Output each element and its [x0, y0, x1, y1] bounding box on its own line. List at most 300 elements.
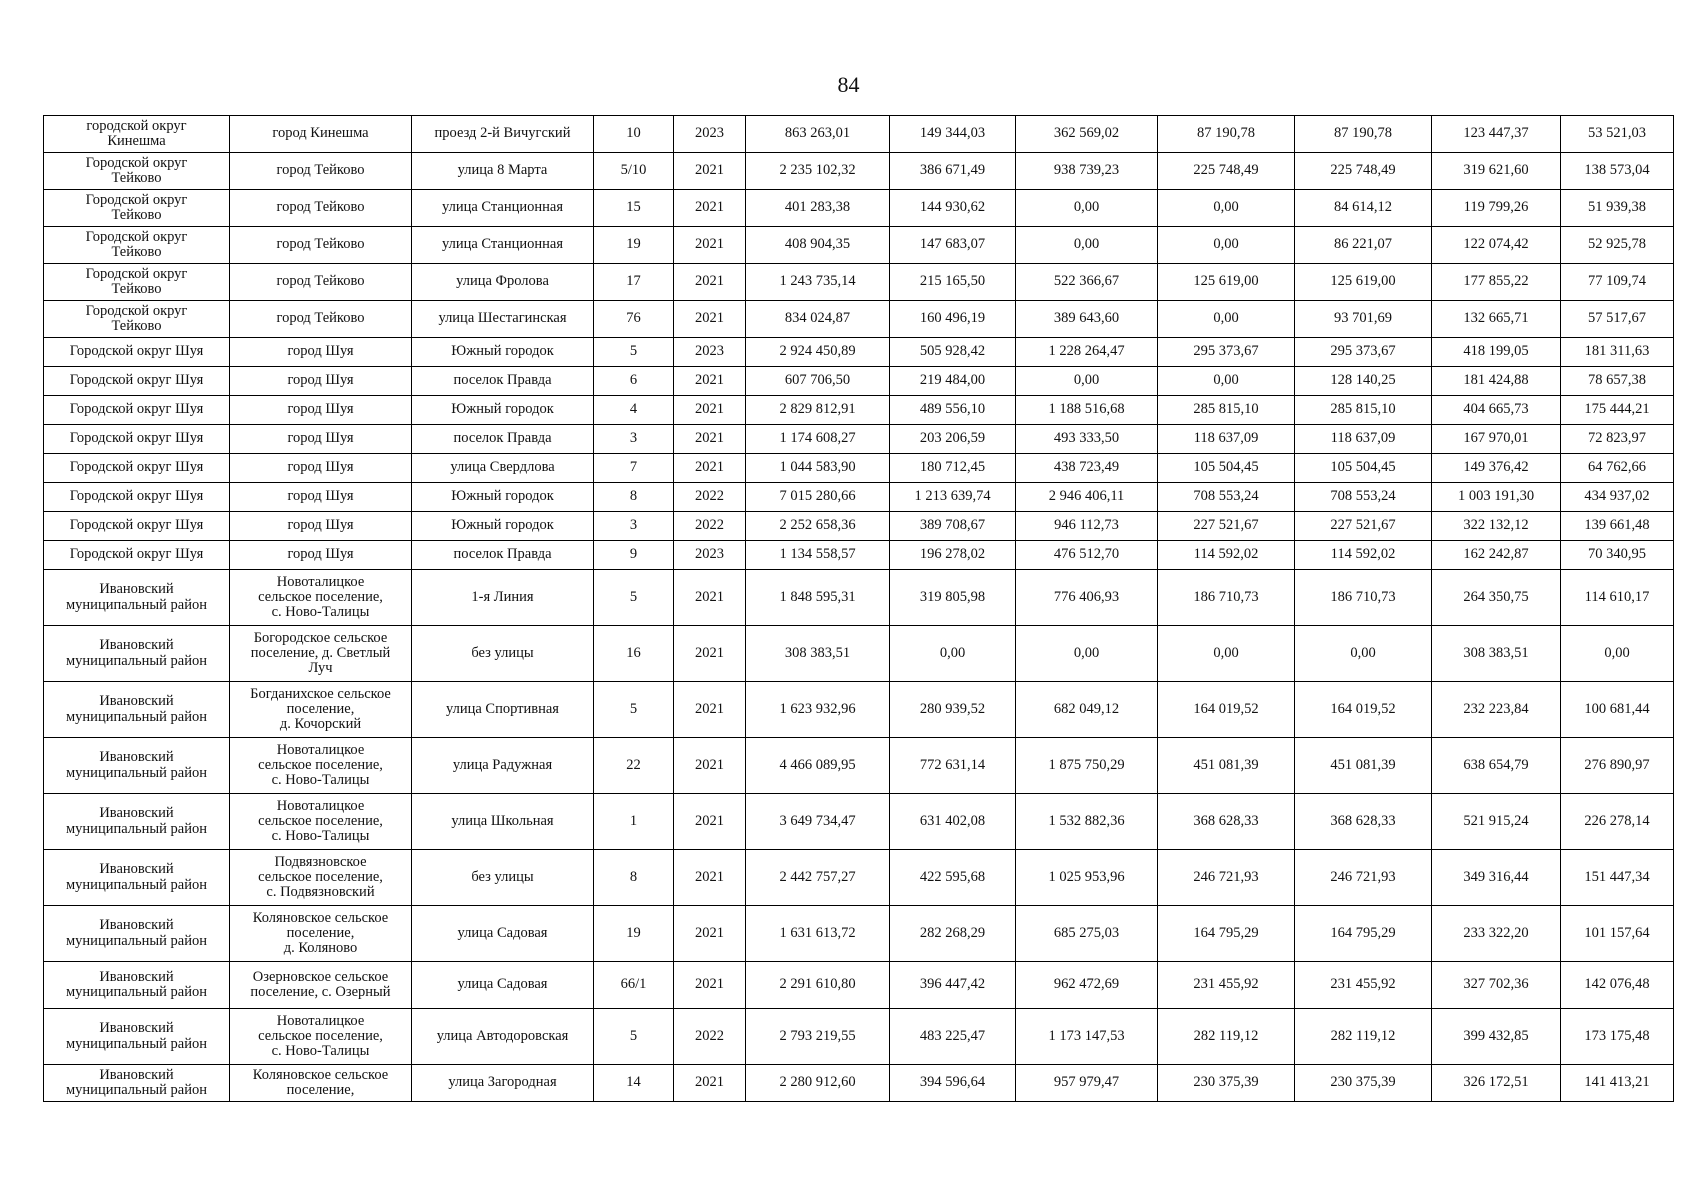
amount-col-5-cell: 125 619,00 [1295, 264, 1432, 301]
house-number-cell: 15 [594, 190, 674, 227]
amount-col-7-cell: 70 340,95 [1561, 541, 1674, 570]
municipality-cell: Городской округ Шуя [44, 512, 230, 541]
year-cell: 2022 [674, 512, 746, 541]
street-cell: улица Спортивная [412, 682, 594, 738]
total-cost-cell: 834 024,87 [746, 301, 890, 338]
amount-col-7-cell: 0,00 [1561, 626, 1674, 682]
house-number-cell: 10 [594, 116, 674, 153]
amount-col-2-cell: 389 708,67 [890, 512, 1016, 541]
amount-col-3-cell: 389 643,60 [1016, 301, 1158, 338]
amount-col-7-cell: 52 925,78 [1561, 227, 1674, 264]
house-number-cell: 14 [594, 1065, 674, 1102]
amount-col-7-cell: 64 762,66 [1561, 454, 1674, 483]
housing-repair-table [43, 115, 1674, 1102]
amount-col-6-cell: 1 003 191,30 [1432, 483, 1561, 512]
amount-col-5-cell: 285 815,10 [1295, 396, 1432, 425]
amount-col-7-cell: 53 521,03 [1561, 116, 1674, 153]
year-cell: 2021 [674, 367, 746, 396]
house-number-cell: 3 [594, 512, 674, 541]
total-cost-cell: 308 383,51 [746, 626, 890, 682]
settlement-cell: город Шуя [230, 512, 412, 541]
amount-col-6-cell: 322 132,12 [1432, 512, 1561, 541]
amount-col-6-cell: 162 242,87 [1432, 541, 1561, 570]
table-row [44, 190, 1674, 227]
amount-col-6-cell: 132 665,71 [1432, 301, 1561, 338]
total-cost-cell: 2 924 450,89 [746, 338, 890, 367]
year-cell: 2023 [674, 116, 746, 153]
total-cost-cell: 1 623 932,96 [746, 682, 890, 738]
municipality-cell: Ивановский муниципальный район [44, 906, 230, 962]
total-cost-cell: 2 793 219,55 [746, 1009, 890, 1065]
settlement-cell: Подвязновское сельское поселение, с. Подвязновский [230, 850, 412, 906]
amount-col-4-cell: 227 521,67 [1158, 512, 1295, 541]
amount-col-2-cell: 631 402,08 [890, 794, 1016, 850]
amount-col-3-cell: 685 275,03 [1016, 906, 1158, 962]
amount-col-6-cell: 123 447,37 [1432, 116, 1561, 153]
street-cell: поселок Правда [412, 425, 594, 454]
settlement-cell: город Шуя [230, 541, 412, 570]
amount-col-2-cell: 215 165,50 [890, 264, 1016, 301]
amount-col-4-cell: 368 628,33 [1158, 794, 1295, 850]
house-number-cell: 6 [594, 367, 674, 396]
amount-col-5-cell: 186 710,73 [1295, 570, 1432, 626]
amount-col-2-cell: 280 939,52 [890, 682, 1016, 738]
year-cell: 2023 [674, 541, 746, 570]
year-cell: 2022 [674, 483, 746, 512]
amount-col-2-cell: 396 447,42 [890, 962, 1016, 1009]
street-cell: улица 8 Марта [412, 153, 594, 190]
amount-col-7-cell: 226 278,14 [1561, 794, 1674, 850]
amount-col-7-cell: 101 157,64 [1561, 906, 1674, 962]
settlement-cell: Новоталицкое сельское поселение, с. Ново-Талицы [230, 1009, 412, 1065]
house-number-cell: 3 [594, 425, 674, 454]
amount-col-3-cell: 1 875 750,29 [1016, 738, 1158, 794]
amount-col-3-cell: 0,00 [1016, 190, 1158, 227]
street-cell: улица Станционная [412, 190, 594, 227]
municipality-cell: Ивановский муниципальный район [44, 570, 230, 626]
street-cell: поселок Правда [412, 367, 594, 396]
table-row [44, 454, 1674, 483]
amount-col-7-cell: 51 939,38 [1561, 190, 1674, 227]
amount-col-2-cell: 772 631,14 [890, 738, 1016, 794]
amount-col-6-cell: 399 432,85 [1432, 1009, 1561, 1065]
house-number-cell: 19 [594, 227, 674, 264]
amount-col-3-cell: 1 188 516,68 [1016, 396, 1158, 425]
amount-col-4-cell: 125 619,00 [1158, 264, 1295, 301]
settlement-cell: город Тейково [230, 190, 412, 227]
municipality-cell: Городской округ Тейково [44, 227, 230, 264]
total-cost-cell: 863 263,01 [746, 116, 890, 153]
year-cell: 2021 [674, 962, 746, 1009]
total-cost-cell: 2 235 102,32 [746, 153, 890, 190]
amount-col-3-cell: 1 025 953,96 [1016, 850, 1158, 906]
amount-col-2-cell: 203 206,59 [890, 425, 1016, 454]
amount-col-4-cell: 87 190,78 [1158, 116, 1295, 153]
house-number-cell: 17 [594, 264, 674, 301]
table-row [44, 512, 1674, 541]
street-cell: улица Садовая [412, 962, 594, 1009]
total-cost-cell: 1 044 583,90 [746, 454, 890, 483]
amount-col-4-cell: 0,00 [1158, 626, 1295, 682]
amount-col-3-cell: 682 049,12 [1016, 682, 1158, 738]
amount-col-2-cell: 180 712,45 [890, 454, 1016, 483]
settlement-cell: город Тейково [230, 264, 412, 301]
amount-col-6-cell: 181 424,88 [1432, 367, 1561, 396]
amount-col-2-cell: 394 596,64 [890, 1065, 1016, 1102]
amount-col-5-cell: 86 221,07 [1295, 227, 1432, 264]
amount-col-4-cell: 0,00 [1158, 190, 1295, 227]
year-cell: 2021 [674, 570, 746, 626]
table-row [44, 483, 1674, 512]
amount-col-5-cell: 225 748,49 [1295, 153, 1432, 190]
settlement-cell: город Тейково [230, 301, 412, 338]
amount-col-2-cell: 147 683,07 [890, 227, 1016, 264]
year-cell: 2021 [674, 153, 746, 190]
municipality-cell: Городской округ Тейково [44, 301, 230, 338]
amount-col-6-cell: 264 350,75 [1432, 570, 1561, 626]
year-cell: 2021 [674, 850, 746, 906]
house-number-cell: 8 [594, 483, 674, 512]
amount-col-2-cell: 196 278,02 [890, 541, 1016, 570]
municipality-cell: Городской округ Шуя [44, 425, 230, 454]
street-cell: Южный городок [412, 512, 594, 541]
municipality-cell: Ивановский муниципальный район [44, 738, 230, 794]
amount-col-2-cell: 160 496,19 [890, 301, 1016, 338]
table-row [44, 301, 1674, 338]
amount-col-7-cell: 138 573,04 [1561, 153, 1674, 190]
table-row [44, 794, 1674, 850]
amount-col-5-cell: 451 081,39 [1295, 738, 1432, 794]
amount-col-6-cell: 521 915,24 [1432, 794, 1561, 850]
street-cell: Южный городок [412, 338, 594, 367]
amount-col-5-cell: 164 019,52 [1295, 682, 1432, 738]
amount-col-4-cell: 451 081,39 [1158, 738, 1295, 794]
amount-col-2-cell: 219 484,00 [890, 367, 1016, 396]
amount-col-4-cell: 295 373,67 [1158, 338, 1295, 367]
amount-col-7-cell: 142 076,48 [1561, 962, 1674, 1009]
municipality-cell: городской округ Кинешма [44, 116, 230, 153]
amount-col-3-cell: 962 472,69 [1016, 962, 1158, 1009]
amount-col-3-cell: 522 366,67 [1016, 264, 1158, 301]
house-number-cell: 1 [594, 794, 674, 850]
table-row [44, 906, 1674, 962]
municipality-cell: Ивановский муниципальный район [44, 1009, 230, 1065]
amount-col-5-cell: 295 373,67 [1295, 338, 1432, 367]
amount-col-7-cell: 72 823,97 [1561, 425, 1674, 454]
amount-col-5-cell: 87 190,78 [1295, 116, 1432, 153]
house-number-cell: 5/10 [594, 153, 674, 190]
amount-col-4-cell: 225 748,49 [1158, 153, 1295, 190]
street-cell: Южный городок [412, 396, 594, 425]
amount-col-3-cell: 957 979,47 [1016, 1065, 1158, 1102]
amount-col-7-cell: 57 517,67 [1561, 301, 1674, 338]
year-cell: 2021 [674, 190, 746, 227]
settlement-cell: город Шуя [230, 396, 412, 425]
amount-col-3-cell: 1 532 882,36 [1016, 794, 1158, 850]
amount-col-3-cell: 438 723,49 [1016, 454, 1158, 483]
amount-col-5-cell: 84 614,12 [1295, 190, 1432, 227]
settlement-cell: Новоталицкое сельское поселение, с. Ново-Талицы [230, 738, 412, 794]
year-cell: 2021 [674, 425, 746, 454]
house-number-cell: 19 [594, 906, 674, 962]
municipality-cell: Городской округ Шуя [44, 454, 230, 483]
total-cost-cell: 1 134 558,57 [746, 541, 890, 570]
amount-col-4-cell: 105 504,45 [1158, 454, 1295, 483]
year-cell: 2021 [674, 738, 746, 794]
total-cost-cell: 2 280 912,60 [746, 1065, 890, 1102]
year-cell: 2022 [674, 1009, 746, 1065]
street-cell: улица Радужная [412, 738, 594, 794]
amount-col-7-cell: 114 610,17 [1561, 570, 1674, 626]
house-number-cell: 5 [594, 570, 674, 626]
amount-col-2-cell: 505 928,42 [890, 338, 1016, 367]
settlement-cell: город Тейково [230, 153, 412, 190]
municipality-cell: Ивановский муниципальный район [44, 626, 230, 682]
amount-col-7-cell: 276 890,97 [1561, 738, 1674, 794]
settlement-cell: город Шуя [230, 454, 412, 483]
settlement-cell: Богданихское сельское поселение, д. Кочорский [230, 682, 412, 738]
amount-col-7-cell: 151 447,34 [1561, 850, 1674, 906]
table-row [44, 626, 1674, 682]
house-number-cell: 66/1 [594, 962, 674, 1009]
total-cost-cell: 401 283,38 [746, 190, 890, 227]
amount-col-2-cell: 483 225,47 [890, 1009, 1016, 1065]
amount-col-2-cell: 149 344,03 [890, 116, 1016, 153]
amount-col-4-cell: 186 710,73 [1158, 570, 1295, 626]
table-row [44, 367, 1674, 396]
amount-col-2-cell: 1 213 639,74 [890, 483, 1016, 512]
amount-col-4-cell: 708 553,24 [1158, 483, 1295, 512]
settlement-cell: город Шуя [230, 338, 412, 367]
amount-col-2-cell: 319 805,98 [890, 570, 1016, 626]
settlement-cell: город Шуя [230, 425, 412, 454]
municipality-cell: Ивановский муниципальный район [44, 1065, 230, 1102]
year-cell: 2021 [674, 626, 746, 682]
amount-col-5-cell: 246 721,93 [1295, 850, 1432, 906]
municipality-cell: Городской округ Тейково [44, 264, 230, 301]
house-number-cell: 5 [594, 682, 674, 738]
total-cost-cell: 4 466 089,95 [746, 738, 890, 794]
settlement-cell: город Шуя [230, 483, 412, 512]
table-row [44, 541, 1674, 570]
amount-col-3-cell: 0,00 [1016, 367, 1158, 396]
table-row [44, 396, 1674, 425]
municipality-cell: Городской округ Шуя [44, 367, 230, 396]
house-number-cell: 16 [594, 626, 674, 682]
table-row [44, 850, 1674, 906]
amount-col-6-cell: 233 322,20 [1432, 906, 1561, 962]
amount-col-5-cell: 118 637,09 [1295, 425, 1432, 454]
municipality-cell: Ивановский муниципальный район [44, 682, 230, 738]
amount-col-5-cell: 114 592,02 [1295, 541, 1432, 570]
page-number: 84 [837, 72, 860, 97]
house-number-cell: 8 [594, 850, 674, 906]
amount-col-5-cell: 105 504,45 [1295, 454, 1432, 483]
amount-col-3-cell: 362 569,02 [1016, 116, 1158, 153]
amount-col-4-cell: 0,00 [1158, 227, 1295, 264]
amount-col-6-cell: 327 702,36 [1432, 962, 1561, 1009]
table-row [44, 962, 1674, 1009]
street-cell: улица Садовая [412, 906, 594, 962]
house-number-cell: 4 [594, 396, 674, 425]
amount-col-3-cell: 1 173 147,53 [1016, 1009, 1158, 1065]
amount-col-3-cell: 2 946 406,11 [1016, 483, 1158, 512]
street-cell: улица Свердлова [412, 454, 594, 483]
amount-col-5-cell: 164 795,29 [1295, 906, 1432, 962]
street-cell: без улицы [412, 850, 594, 906]
house-number-cell: 9 [594, 541, 674, 570]
settlement-cell: Коляновское сельское поселение, [230, 1065, 412, 1102]
house-number-cell: 76 [594, 301, 674, 338]
total-cost-cell: 1 631 613,72 [746, 906, 890, 962]
amount-col-7-cell: 100 681,44 [1561, 682, 1674, 738]
amount-col-6-cell: 119 799,26 [1432, 190, 1561, 227]
amount-col-6-cell: 308 383,51 [1432, 626, 1561, 682]
municipality-cell: Ивановский муниципальный район [44, 850, 230, 906]
amount-col-6-cell: 149 376,42 [1432, 454, 1561, 483]
amount-col-5-cell: 368 628,33 [1295, 794, 1432, 850]
amount-col-7-cell: 141 413,21 [1561, 1065, 1674, 1102]
street-cell: улица Загородная [412, 1065, 594, 1102]
settlement-cell: город Тейково [230, 227, 412, 264]
house-number-cell: 7 [594, 454, 674, 483]
total-cost-cell: 1 174 608,27 [746, 425, 890, 454]
year-cell: 2023 [674, 338, 746, 367]
amount-col-3-cell: 1 228 264,47 [1016, 338, 1158, 367]
settlement-cell: город Кинешма [230, 116, 412, 153]
amount-col-4-cell: 230 375,39 [1158, 1065, 1295, 1102]
total-cost-cell: 1 243 735,14 [746, 264, 890, 301]
total-cost-cell: 3 649 734,47 [746, 794, 890, 850]
amount-col-3-cell: 776 406,93 [1016, 570, 1158, 626]
amount-col-3-cell: 476 512,70 [1016, 541, 1158, 570]
street-cell: проезд 2-й Вичугский [412, 116, 594, 153]
house-number-cell: 5 [594, 338, 674, 367]
amount-col-6-cell: 232 223,84 [1432, 682, 1561, 738]
amount-col-6-cell: 122 074,42 [1432, 227, 1561, 264]
settlement-cell: Озерновское сельское поселение, с. Озерный [230, 962, 412, 1009]
amount-col-3-cell: 0,00 [1016, 227, 1158, 264]
settlement-cell: Новоталицкое сельское поселение, с. Ново-Талицы [230, 570, 412, 626]
table-row [44, 338, 1674, 367]
street-cell: поселок Правда [412, 541, 594, 570]
year-cell: 2021 [674, 682, 746, 738]
settlement-cell: город Шуя [230, 367, 412, 396]
house-number-cell: 22 [594, 738, 674, 794]
amount-col-5-cell: 231 455,92 [1295, 962, 1432, 1009]
municipality-cell: Ивановский муниципальный район [44, 794, 230, 850]
total-cost-cell: 2 252 658,36 [746, 512, 890, 541]
total-cost-cell: 2 829 812,91 [746, 396, 890, 425]
amount-col-5-cell: 282 119,12 [1295, 1009, 1432, 1065]
amount-col-2-cell: 422 595,68 [890, 850, 1016, 906]
amount-col-6-cell: 167 970,01 [1432, 425, 1561, 454]
table-row [44, 116, 1674, 153]
amount-col-3-cell: 946 112,73 [1016, 512, 1158, 541]
amount-col-2-cell: 144 930,62 [890, 190, 1016, 227]
total-cost-cell: 1 848 595,31 [746, 570, 890, 626]
table-row [44, 227, 1674, 264]
amount-col-4-cell: 246 721,93 [1158, 850, 1295, 906]
year-cell: 2021 [674, 396, 746, 425]
amount-col-2-cell: 386 671,49 [890, 153, 1016, 190]
settlement-cell: Богородское сельское поселение, д. Светлый Луч [230, 626, 412, 682]
amount-col-2-cell: 489 556,10 [890, 396, 1016, 425]
amount-col-4-cell: 164 795,29 [1158, 906, 1295, 962]
amount-col-2-cell: 282 268,29 [890, 906, 1016, 962]
street-cell: Южный городок [412, 483, 594, 512]
year-cell: 2021 [674, 1065, 746, 1102]
amount-col-6-cell: 319 621,60 [1432, 153, 1561, 190]
table-row [44, 738, 1674, 794]
table-row [44, 1009, 1674, 1065]
amount-col-7-cell: 173 175,48 [1561, 1009, 1674, 1065]
municipality-cell: Городской округ Тейково [44, 153, 230, 190]
amount-col-6-cell: 349 316,44 [1432, 850, 1561, 906]
street-cell: улица Школьная [412, 794, 594, 850]
amount-col-4-cell: 0,00 [1158, 367, 1295, 396]
table-row [44, 1065, 1674, 1102]
amount-col-6-cell: 177 855,22 [1432, 264, 1561, 301]
house-number-cell: 5 [594, 1009, 674, 1065]
amount-col-4-cell: 0,00 [1158, 301, 1295, 338]
amount-col-3-cell: 0,00 [1016, 626, 1158, 682]
amount-col-7-cell: 175 444,21 [1561, 396, 1674, 425]
amount-col-5-cell: 0,00 [1295, 626, 1432, 682]
amount-col-6-cell: 326 172,51 [1432, 1065, 1561, 1102]
amount-col-4-cell: 114 592,02 [1158, 541, 1295, 570]
table-row [44, 570, 1674, 626]
year-cell: 2021 [674, 454, 746, 483]
street-cell: без улицы [412, 626, 594, 682]
total-cost-cell: 607 706,50 [746, 367, 890, 396]
total-cost-cell: 2 291 610,80 [746, 962, 890, 1009]
settlement-cell: Новоталицкое сельское поселение, с. Ново-Талицы [230, 794, 412, 850]
amount-col-4-cell: 164 019,52 [1158, 682, 1295, 738]
street-cell: улица Автодоровская [412, 1009, 594, 1065]
amount-col-2-cell: 0,00 [890, 626, 1016, 682]
amount-col-7-cell: 139 661,48 [1561, 512, 1674, 541]
total-cost-cell: 408 904,35 [746, 227, 890, 264]
amount-col-7-cell: 434 937,02 [1561, 483, 1674, 512]
amount-col-4-cell: 231 455,92 [1158, 962, 1295, 1009]
amount-col-5-cell: 93 701,69 [1295, 301, 1432, 338]
amount-col-3-cell: 938 739,23 [1016, 153, 1158, 190]
municipality-cell: Городской округ Шуя [44, 541, 230, 570]
amount-col-5-cell: 128 140,25 [1295, 367, 1432, 396]
amount-col-5-cell: 230 375,39 [1295, 1065, 1432, 1102]
amount-col-6-cell: 404 665,73 [1432, 396, 1561, 425]
table-row [44, 425, 1674, 454]
amount-col-7-cell: 181 311,63 [1561, 338, 1674, 367]
year-cell: 2021 [674, 794, 746, 850]
street-cell: 1-я Линия [412, 570, 594, 626]
total-cost-cell: 7 015 280,66 [746, 483, 890, 512]
amount-col-5-cell: 227 521,67 [1295, 512, 1432, 541]
amount-col-6-cell: 638 654,79 [1432, 738, 1561, 794]
street-cell: улица Шестагинская [412, 301, 594, 338]
table-body [44, 116, 1674, 1102]
total-cost-cell: 2 442 757,27 [746, 850, 890, 906]
amount-col-4-cell: 282 119,12 [1158, 1009, 1295, 1065]
municipality-cell: Городской округ Тейково [44, 190, 230, 227]
municipality-cell: Городской округ Шуя [44, 338, 230, 367]
table-row [44, 682, 1674, 738]
amount-col-5-cell: 708 553,24 [1295, 483, 1432, 512]
amount-col-4-cell: 118 637,09 [1158, 425, 1295, 454]
year-cell: 2021 [674, 301, 746, 338]
amount-col-7-cell: 77 109,74 [1561, 264, 1674, 301]
